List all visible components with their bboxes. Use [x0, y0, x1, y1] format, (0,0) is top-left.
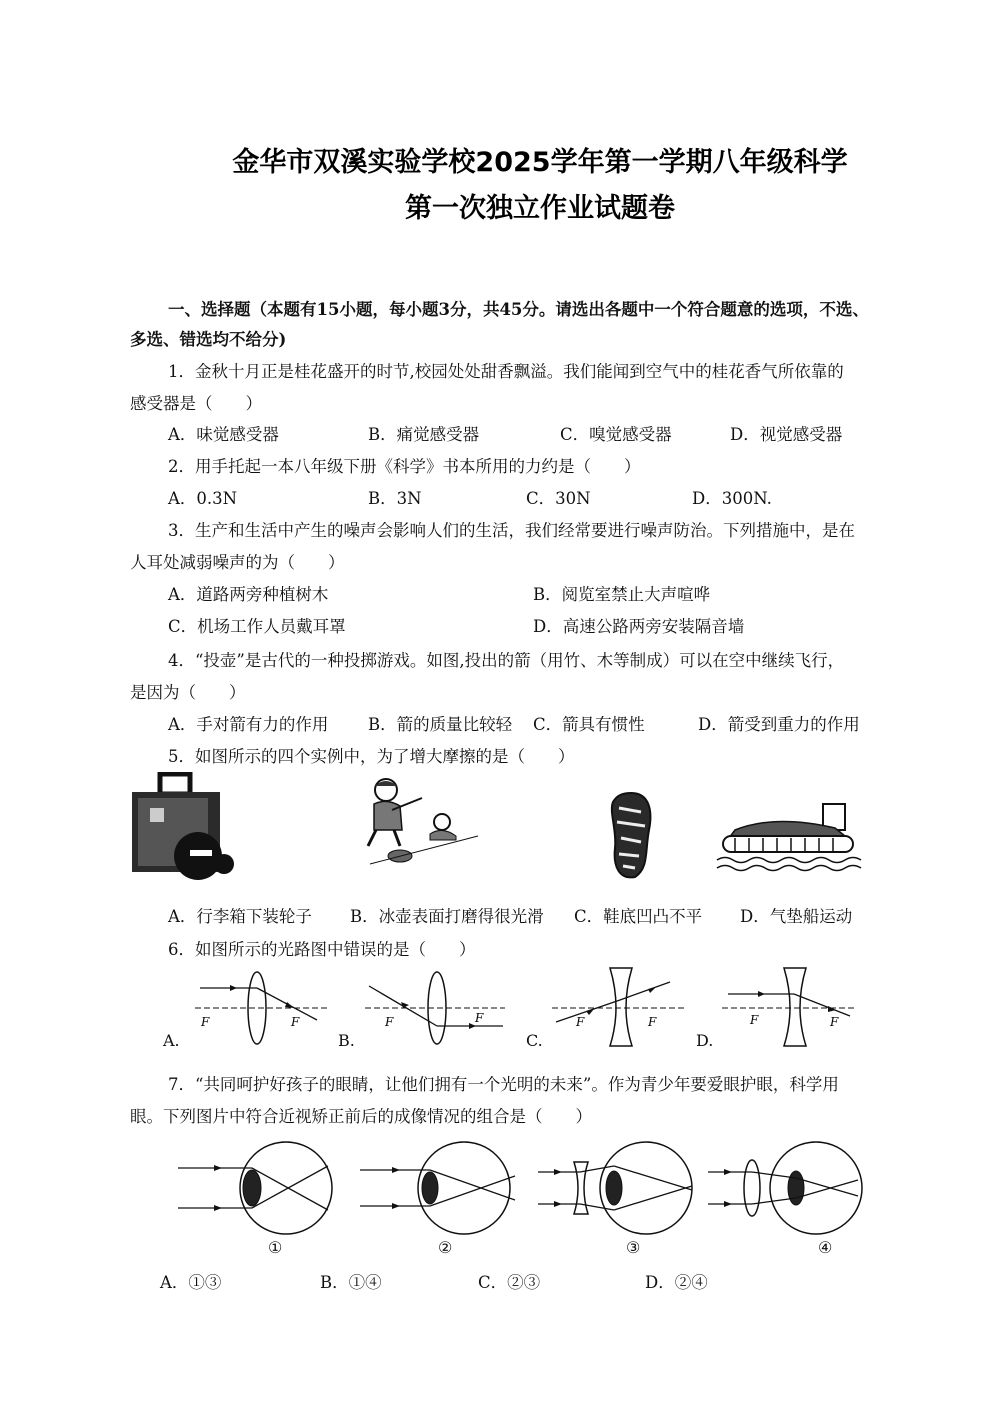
q7-option-b: B．①④ [320, 1273, 382, 1292]
q6-label-a: A. [163, 1031, 180, 1050]
q6-label-c: C. [526, 1031, 543, 1050]
q1-option-a: A．味觉感受器 [168, 425, 279, 444]
q7-eye-diagram-2 [360, 1138, 520, 1238]
page-title-line1: 金华市双溪实验学校2025学年第一学期八年级科学 [232, 147, 848, 178]
q7-label-4: ④ [818, 1238, 833, 1257]
q4-stem-line2: 是因为（ ） [130, 683, 246, 702]
shoe-sole-illustration [605, 790, 657, 880]
q4-option-c: C．箭具有惯性 [533, 715, 645, 734]
q6-label-b: B. [338, 1031, 355, 1050]
q6-c-focal-left: F [576, 1015, 585, 1029]
section-heading-line1: 一、选择题（本题有15小题，每小题3分，共45分。请选出各题中一个符合题意的选项，不选、 [168, 300, 869, 319]
q6-b-focal-right: F [475, 1011, 484, 1025]
q1-option-c: C．嗅觉感受器 [560, 425, 672, 444]
q2-option-d: D．300N. [692, 489, 772, 508]
q7-label-3: ③ [626, 1238, 641, 1257]
q3-option-a: A．道路两旁种植树木 [168, 585, 329, 604]
q7-option-a: A．①③ [160, 1273, 222, 1292]
q6-diagram-b-convex [365, 968, 510, 1048]
q7-option-c: C．②③ [478, 1273, 541, 1292]
q3-option-d: D．高速公路两旁安装隔音墙 [533, 617, 745, 636]
q3-stem-line1: 3．生产和生活中产生的噪声会影响人们的生活，我们经常要进行噪声防治。下列措施中，是在 [168, 521, 855, 540]
q4-option-b: B．箭的质量比较轻 [368, 715, 513, 734]
q6-diagram-d-concave [722, 964, 862, 1048]
q6-diagram-c-concave [552, 964, 692, 1048]
q1-option-d: D．视觉感受器 [730, 425, 843, 444]
q6-a-focal-left: F [201, 1015, 210, 1029]
section-heading-line2: 多选、错选均不给分) [130, 330, 287, 349]
q7-label-1: ① [268, 1238, 283, 1257]
q3-option-b: B．阅览室禁止大声喧哗 [533, 585, 711, 604]
q5-option-c: C．鞋底凹凸不平 [574, 907, 703, 926]
q7-label-2: ② [438, 1238, 453, 1257]
q7-stem-line2: 眼。下列图片中符合近视矫正前后的成像情况的组合是（ ） [130, 1107, 592, 1126]
q7-eye-diagram-3 [538, 1136, 698, 1240]
q2-option-a: A．0.3N [168, 489, 238, 508]
q2-option-b: B．3N [368, 489, 422, 508]
q6-b-focal-left: F [385, 1015, 394, 1029]
q6-d-focal-left: F [750, 1013, 759, 1027]
q1-stem-line1: 1．金秋十月正是桂花盛开的时节,校园处处甜香飘溢。我们能闻到空气中的桂花香气所依靠的 [168, 362, 844, 381]
q5-stem: 5．如图所示的四个实例中，为了增大摩擦的是（ ） [168, 747, 575, 766]
q4-option-d: D．箭受到重力的作用 [698, 715, 860, 734]
q6-label-d: D. [696, 1031, 714, 1050]
q3-option-c: C．机场工作人员戴耳罩 [168, 617, 346, 636]
q5-option-b: B．冰壶表面打磨得很光滑 [350, 907, 544, 926]
curling-illustration [360, 776, 480, 871]
luggage-illustration [128, 772, 238, 884]
q7-eye-diagram-4 [708, 1136, 868, 1240]
q6-d-focal-right: F [830, 1015, 839, 1029]
q2-option-c: C．30N [526, 489, 591, 508]
hovercraft-illustration [715, 800, 865, 875]
q4-option-a: A．手对箭有力的作用 [168, 715, 329, 734]
q6-c-focal-right: F [648, 1015, 657, 1029]
q5-option-d: D．气垫船运动 [740, 907, 853, 926]
q1-option-b: B．痛觉感受器 [368, 425, 480, 444]
q3-stem-line2: 人耳处减弱噪声的为（ ） [130, 553, 345, 572]
q5-option-a: A．行李箱下装轮子 [168, 907, 312, 926]
q7-stem-line1: 7．“共同呵护好孩子的眼睛，让他们拥有一个光明的未来”。作为青少年要爱眼护眼，科学用 [168, 1075, 839, 1094]
q6-a-focal-right: F [291, 1015, 300, 1029]
page-title-line2: 第一次独立作业试题卷 [405, 193, 675, 224]
q4-stem-line1: 4．“投壶”是古代的一种投掷游戏。如图,投出的箭（用竹、木等制成）可以在空中继续飞行， [168, 651, 845, 670]
q2-stem: 2．用手托起一本八年级下册《科学》书本所用的力约是（ ） [168, 457, 641, 476]
q6-diagram-a-convex [195, 968, 335, 1048]
q7-option-d: D．②④ [645, 1273, 708, 1292]
q6-stem: 6．如图所示的光路图中错误的是（ ） [168, 940, 476, 959]
q1-stem-line2: 感受器是（ ） [130, 394, 262, 413]
q7-eye-diagram-1 [178, 1138, 338, 1238]
